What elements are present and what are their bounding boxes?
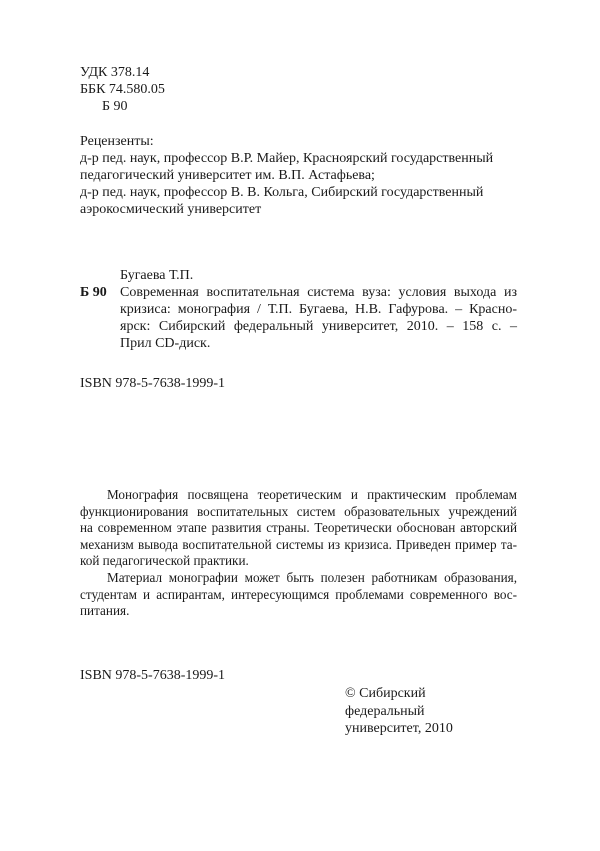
catalog-line: Прил CD-диск.: [120, 336, 211, 351]
reviewers-block: [80, 133, 520, 218]
abstract-line: механизм вывода воспитательной системы из кризиса. Приведен пример та-: [80, 536, 517, 552]
abstract-line: питания.: [80, 603, 130, 619]
abstract-line: Монография посвящена теоретическим и практическим проблемам: [107, 487, 517, 502]
copyright-block: [345, 685, 453, 738]
reviewer-line: педагогический университет им. В.П. Астафьева;: [80, 168, 375, 183]
catalog-mark: Б 90: [80, 285, 107, 300]
author-mark: Б 90: [102, 99, 128, 114]
classification-block: [80, 64, 165, 115]
catalog-author: Бугаева Т.П.: [120, 268, 194, 283]
catalog-line: Современная воспитательная система вуза: условия выхода из: [120, 285, 517, 300]
reviewers-heading: Рецензенты:: [80, 134, 154, 149]
abstract-line: функционирования воспитательных систем образовательных учреждений: [80, 503, 517, 519]
reviewer-line: д-р пед. наук, профессор В.Р. Майер, Красноярский государственный: [80, 151, 494, 166]
abstract-line: Материал монографии может быть полезен работникам образования,: [107, 569, 517, 585]
copyright-line: © Сибирский: [345, 686, 426, 701]
catalog-line: кризиса: монография / Т.П. Бугаева, Н.В. Гафурова. – Красно-: [120, 302, 517, 317]
isbn-bottom: ISBN 978-5-7638-1999-1: [80, 668, 226, 683]
reviewer-line: д-р пед. наук, профессор В. В. Кольга, Сибирский государственный: [80, 185, 484, 200]
isbn-top: ISBN 978-5-7638-1999-1: [80, 376, 226, 391]
abstract-block: [80, 487, 517, 620]
abstract-line: студентам и аспирантам, интересующимся проблемами современного вос-: [80, 586, 517, 602]
abstract-line: на современном этапе развития страны. Теоретически обоснован авторский: [80, 520, 517, 536]
reviewer-line: аэрокосмический университет: [80, 202, 262, 217]
abstract-line: кой педагогической практики.: [80, 553, 249, 569]
udc-code: УДК 378.14: [80, 65, 150, 80]
catalog-entry: [80, 267, 520, 352]
copyright-line: федеральный: [345, 703, 425, 719]
copyright-line: университет, 2010: [345, 721, 453, 736]
catalog-line: ярск: Сибирский федеральный университет, 2010. – 158 с. –: [120, 319, 517, 334]
bbk-code: ББК 74.580.05: [80, 82, 165, 97]
